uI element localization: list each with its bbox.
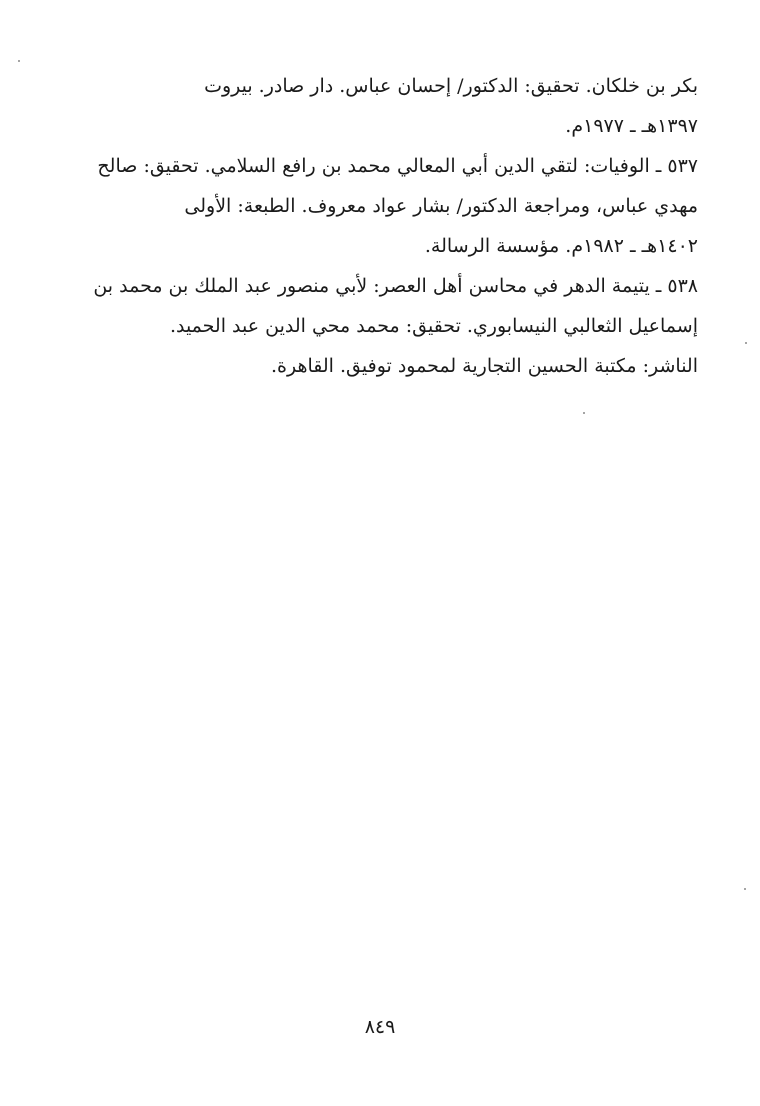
page-number: ٨٤٩ (364, 1016, 396, 1038)
scan-speck (18, 60, 20, 62)
scan-speck (583, 412, 585, 414)
text-line: بكر بن خلكان. تحقيق: الدكتور/ إحسان عباس. دار صادر. بيروت (204, 75, 698, 97)
text-line: الناشر: مكتبة الحسين التجارية لمحمود توفيق. القاهرة. (270, 355, 698, 377)
bibliography-text (62, 66, 698, 386)
entry-536-continuation (62, 66, 698, 146)
text-line: ١٤٠٢هـ ـ ١٩٨٢م. مؤسسة الرسالة. (424, 235, 698, 257)
text-line: ٥٣٨ ـ يتيمة الدهر في محاسن أهل العصر: لأبي منصور عبد الملك بن محمد بن (93, 275, 698, 297)
text-line: مهدي عباس، ومراجعة الدكتور/ بشار عواد معروف. الطبعة: الأولى (184, 195, 698, 217)
entry-538 (62, 266, 698, 386)
scan-speck (744, 888, 746, 890)
text-line: إسماعيل الثعالبي النيسابوري. تحقيق: محمد محي الدين عبد الحميد. (169, 315, 698, 337)
text-line: ٥٣٧ ـ الوفيات: لتقي الدين أبي المعالي محمد بن رافع السلامي. تحقيق: صالح (97, 155, 698, 177)
entry-537 (62, 146, 698, 266)
text-line: ١٣٩٧هـ ـ ١٩٧٧م. (565, 115, 698, 137)
scan-speck (745, 342, 747, 344)
